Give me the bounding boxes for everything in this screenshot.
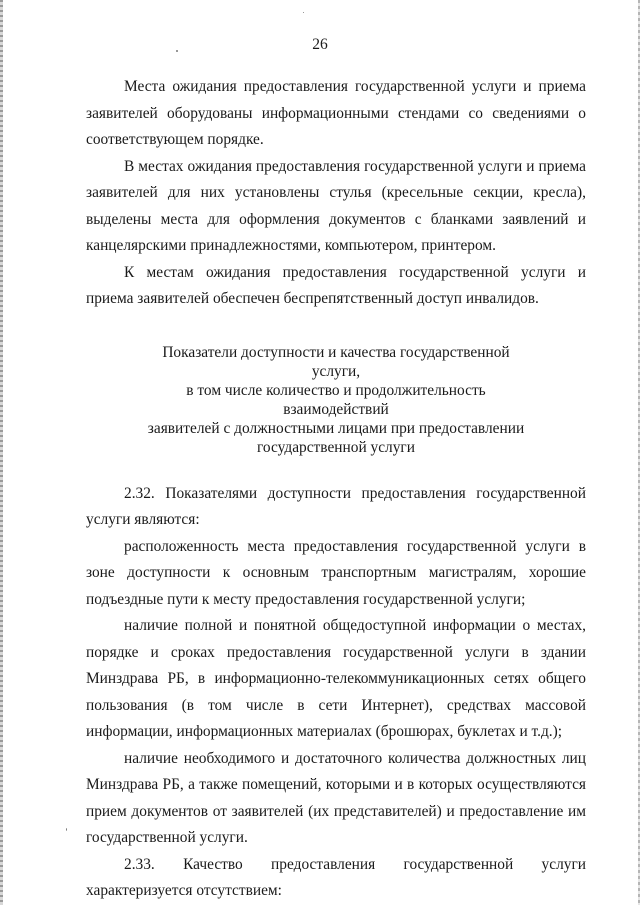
paragraph-waiting-stands: Места ожидания предоставления государственной услуги и приема заявителей оборудованы информационными стендами со сведениями о соответствующем порядке.: [86, 78, 586, 148]
heading-line: государственной услуги: [257, 438, 415, 456]
scan-speck: [303, 12, 304, 13]
document-body: [86, 74, 586, 905]
section-heading: [86, 343, 586, 457]
page-number: 26: [312, 36, 328, 53]
paragraph-transport-access: расположенность места предоставления государственной услуги в зоне доступности к основным транспортным магистралям, хорошие подъездные пути к месту предоставления государственной услуги;: [86, 537, 586, 608]
scan-speck: [66, 828, 67, 831]
paragraph-2-33: 2.33. Качество предоставления государственной услуги характеризуется отсутствием:: [86, 855, 586, 899]
heading-line: заявителей с должностными лицами при предоставлении: [147, 419, 525, 437]
paragraph-staff-premises: наличие необходимого и достаточного количества должностных лиц Минздрава РБ, а также помещений, которыми и в которых осуществляются прием документов от заявителей (их представителей) и предоставление им государственной услуги.: [86, 749, 586, 846]
paragraph-waiting-furniture: В местах ожидания предоставления государственной услуги и приема заявителей для них установлены стулья (кресельные секции, кресла), выделены места для оформления документов с бланками заявлений и канцелярскими принадлежностями, компьютером, принтером.: [86, 157, 586, 254]
scan-left-edge: [0, 0, 3, 905]
paragraph-2-32: 2.32. Показателями доступности предоставления государственной услуги являются:: [86, 484, 586, 528]
heading-line: Показатели доступности и качества государственной услуги,: [162, 343, 510, 380]
heading-line: в том числе количество и продолжительность взаимодействий: [186, 381, 486, 418]
paragraph-information-availability: наличие полной и понятной общедоступной информации о местах, порядке и сроках предоставления государственной услуги в здании Минздрава РБ, в информационно-телекоммуникационных сетях общего пользования (в том числе в сети Интернет), средствах массовой информации, информационных материалах (брошюрах, буклетах и т.д.);: [86, 617, 586, 740]
paragraph-disabled-access: К местам ожидания предоставления государственной услуги и приема заявителей обеспечен беспрепятственный доступ инвалидов.: [86, 263, 586, 307]
